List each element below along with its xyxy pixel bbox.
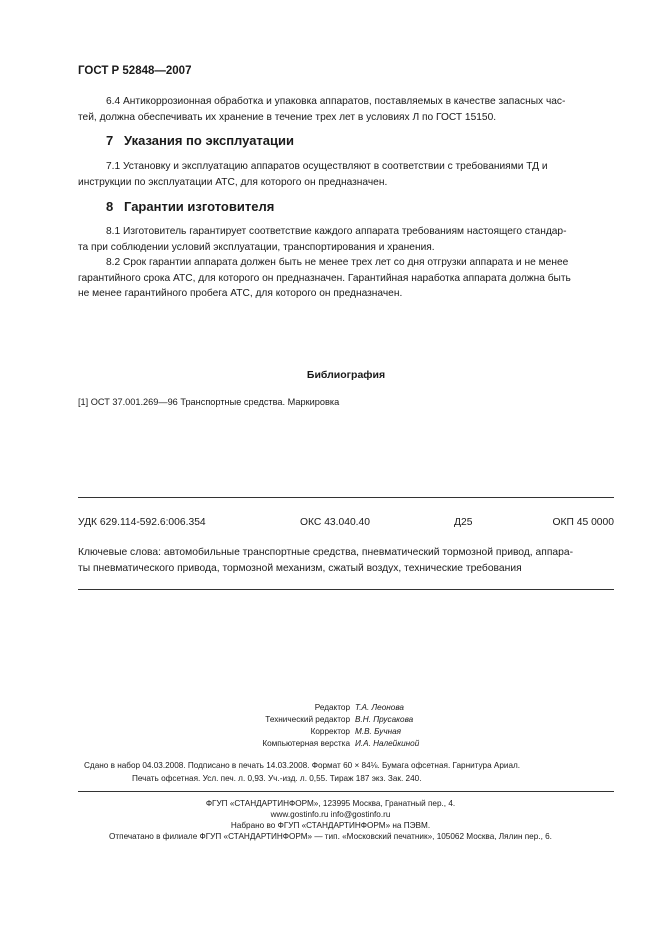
editor-label: Редактор bbox=[314, 703, 350, 712]
tech-editor-label: Технический редактор bbox=[265, 715, 350, 724]
tech-editor-name: В.Н. Прусакова bbox=[355, 715, 414, 724]
paragraph-6-4 bbox=[78, 94, 614, 125]
paragraph-7-1 bbox=[78, 159, 614, 190]
section-title: Гарантии изготовителя bbox=[124, 199, 275, 214]
paragraph-line: не менее гарантийного пробега АТС, для которого он предназначен. bbox=[78, 288, 403, 299]
editor-name: Т.А. Леонова bbox=[355, 703, 404, 712]
corrector-name: М.В. Бучная bbox=[355, 727, 402, 736]
imprint-details: Печать офсетная. Усл. печ. л. 0,93. Уч.-изд. л. 0,55. Тираж 187 экз. Зак. 240. bbox=[132, 774, 422, 783]
paragraph-8-1 bbox=[78, 224, 614, 255]
d-code: Д25 bbox=[454, 517, 473, 528]
keywords-line: Ключевые слова: автомобильные транспортные средства, пневматический тормозной привод, аппара- bbox=[78, 547, 574, 558]
section-7-heading bbox=[106, 133, 294, 148]
paragraph-line: 7.1 Установку и эксплуатацию аппаратов осуществляют в соответствии с требованиями ТД и bbox=[106, 161, 548, 172]
divider bbox=[78, 791, 614, 792]
section-8-heading bbox=[106, 199, 274, 214]
paragraph-line: гарантийного срока АТС, для которого он предназначен. Гарантийная наработка аппарата должна быть bbox=[78, 272, 571, 284]
paragraph-line: та при соблюдении условий эксплуатации, транспортирования и хранения. bbox=[78, 241, 435, 253]
paragraph-line: 8.2 Срок гарантии аппарата должен быть не менее трех лет со дня отгрузки аппарата и не менее bbox=[106, 257, 569, 268]
okp-code: ОКП 45 0000 bbox=[552, 517, 614, 528]
paragraph-line: тей, должна обеспечивать их хранение в течение трех лет в условиях Л по ГОСТ 15150. bbox=[78, 111, 497, 123]
section-number: 7 bbox=[106, 133, 114, 148]
section-number: 8 bbox=[106, 199, 114, 214]
standard-number: ГОСТ Р 52848—2007 bbox=[78, 65, 192, 77]
divider bbox=[78, 497, 614, 498]
divider bbox=[78, 589, 614, 590]
publisher-printed: Отпечатано в филиале ФГУП «СТАНДАРТИНФОРМ» — тип. «Московский печатник», 105062 Москва, Лялин пер., 6. bbox=[109, 832, 552, 841]
paragraph-line: 8.1 Изготовитель гарантирует соответствие каждого аппарата требованиям настоящего стандар- bbox=[106, 226, 567, 237]
publisher-address: ФГУП «СТАНДАРТИНФОРМ», 123995 Москва, Гранатный пер., 4. bbox=[205, 799, 456, 808]
paragraph-line: инструкции по эксплуатации АТС, для которого он предназначен. bbox=[78, 176, 388, 188]
oks-code: ОКС 43.040.40 bbox=[300, 517, 370, 528]
corrector-label: Корректор bbox=[310, 727, 350, 736]
bibliography-item: [1] ОСТ 37.001.269—96 Транспортные средства. Маркировка bbox=[78, 397, 340, 407]
layout-name: И.А. Налейкиной bbox=[355, 739, 420, 748]
keywords-line: ты пневматического привода, тормозной механизм, сжатый воздух, технические требования bbox=[78, 562, 522, 574]
bibliography-title: Библиография bbox=[306, 369, 386, 381]
layout-label: Компьютерная верстка bbox=[262, 739, 350, 748]
publisher-web: www.gostinfo.ru info@gostinfo.ru bbox=[270, 810, 391, 819]
udk-code: УДК 629.114-592.6:006.354 bbox=[78, 517, 206, 528]
imprint-details: Сдано в набор 04.03.2008. Подписано в печать 14.03.2008. Формат 60 × 84⅛. Бумага офсетная. Гарнитура Ариал. bbox=[84, 761, 521, 770]
paragraph-line: 6.4 Антикоррозионная обработка и упаковка аппаратов, поставляемых в качестве запасных час- bbox=[106, 96, 566, 107]
section-title: Указания по эксплуатации bbox=[124, 133, 294, 148]
paragraph-8-2 bbox=[78, 255, 614, 302]
publisher-typeset: Набрано во ФГУП «СТАНДАРТИНФОРМ» на ПЭВМ. bbox=[230, 821, 431, 830]
keywords bbox=[78, 545, 614, 576]
